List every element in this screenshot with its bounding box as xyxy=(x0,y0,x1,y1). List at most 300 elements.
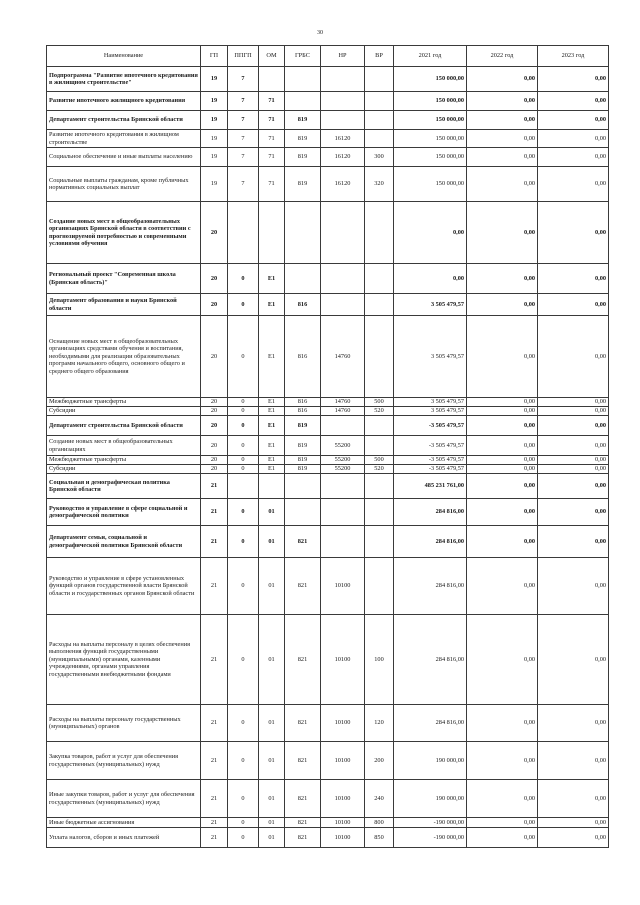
cell-name: Департамент семьи, социальной и демографической политики Брянской области xyxy=(47,526,201,558)
cell-vr xyxy=(365,416,394,436)
cell-name: Департамент строительства Брянской области xyxy=(47,111,201,130)
cell-om: E1 xyxy=(259,407,285,416)
cell-gp: 21 xyxy=(201,558,228,615)
cell-grbs: 819 xyxy=(285,465,321,474)
cell-2021: -190 000,00 xyxy=(394,818,467,828)
table-row xyxy=(47,499,609,526)
cell-grbs xyxy=(285,67,321,92)
cell-2021: 284 816,00 xyxy=(394,499,467,526)
cell-2023: 0,00 xyxy=(538,780,609,818)
table-header-row xyxy=(47,46,609,67)
table-row xyxy=(47,264,609,294)
table-row xyxy=(47,416,609,436)
cell-nr xyxy=(321,111,365,130)
cell-om: 01 xyxy=(259,526,285,558)
cell-nr: 16120 xyxy=(321,130,365,148)
cell-2022: 0,00 xyxy=(467,202,538,264)
cell-nr xyxy=(321,294,365,316)
cell-2022: 0,00 xyxy=(467,316,538,398)
cell-2021: 3 505 479,57 xyxy=(394,316,467,398)
cell-vr xyxy=(365,67,394,92)
header-grbs: ГРБС xyxy=(285,46,321,67)
cell-ppgp: 7 xyxy=(228,167,259,202)
cell-gp: 19 xyxy=(201,67,228,92)
cell-vr: 500 xyxy=(365,398,394,407)
cell-name: Субсидии xyxy=(47,407,201,416)
cell-grbs: 816 xyxy=(285,407,321,416)
cell-ppgp: 0 xyxy=(228,456,259,465)
cell-ppgp: 7 xyxy=(228,111,259,130)
cell-grbs: 821 xyxy=(285,558,321,615)
cell-2023: 0,00 xyxy=(538,818,609,828)
cell-2021: -3 505 479,57 xyxy=(394,465,467,474)
cell-name: Уплата налогов, сборов и иных платежей xyxy=(47,828,201,848)
cell-ppgp: 0 xyxy=(228,436,259,456)
cell-ppgp: 7 xyxy=(228,130,259,148)
cell-gp: 19 xyxy=(201,130,228,148)
cell-2022: 0,00 xyxy=(467,465,538,474)
cell-om: 01 xyxy=(259,615,285,705)
table-row xyxy=(47,558,609,615)
cell-om: 01 xyxy=(259,818,285,828)
table-row xyxy=(47,294,609,316)
cell-2022: 0,00 xyxy=(467,398,538,407)
cell-vr xyxy=(365,130,394,148)
cell-ppgp: 0 xyxy=(228,416,259,436)
table-row xyxy=(47,828,609,848)
cell-grbs: 821 xyxy=(285,705,321,742)
cell-name: Иные закупки товаров, работ и услуг для обеспечения государственных (муниципальных) нужд xyxy=(47,780,201,818)
table-row xyxy=(47,705,609,742)
header-ppgp: ППГП xyxy=(228,46,259,67)
cell-vr: 520 xyxy=(365,465,394,474)
cell-2023: 0,00 xyxy=(538,202,609,264)
cell-grbs: 816 xyxy=(285,398,321,407)
cell-2022: 0,00 xyxy=(467,742,538,780)
cell-2022: 0,00 xyxy=(467,780,538,818)
cell-ppgp: 0 xyxy=(228,615,259,705)
cell-name: Развитие ипотечного кредитования в жилищном строительстве xyxy=(47,130,201,148)
cell-om: 01 xyxy=(259,705,285,742)
cell-2022: 0,00 xyxy=(467,474,538,499)
table-row xyxy=(47,398,609,407)
cell-vr: 120 xyxy=(365,705,394,742)
cell-2022: 0,00 xyxy=(467,130,538,148)
cell-vr: 320 xyxy=(365,167,394,202)
cell-2021: 284 816,00 xyxy=(394,615,467,705)
cell-nr xyxy=(321,92,365,111)
cell-gp: 21 xyxy=(201,828,228,848)
cell-grbs: 819 xyxy=(285,167,321,202)
cell-gp: 20 xyxy=(201,436,228,456)
cell-2023: 0,00 xyxy=(538,294,609,316)
cell-nr: 10100 xyxy=(321,705,365,742)
table-row xyxy=(47,316,609,398)
cell-om: 01 xyxy=(259,742,285,780)
cell-2023: 0,00 xyxy=(538,742,609,780)
cell-2022: 0,00 xyxy=(467,456,538,465)
cell-2022: 0,00 xyxy=(467,92,538,111)
cell-om: 71 xyxy=(259,148,285,167)
cell-ppgp: 0 xyxy=(228,558,259,615)
cell-nr xyxy=(321,526,365,558)
cell-om: 71 xyxy=(259,167,285,202)
table-row xyxy=(47,526,609,558)
cell-2023: 0,00 xyxy=(538,705,609,742)
cell-2021: -3 505 479,57 xyxy=(394,436,467,456)
cell-2022: 0,00 xyxy=(467,294,538,316)
table-row xyxy=(47,615,609,705)
header-2023: 2023 год xyxy=(538,46,609,67)
cell-om: E1 xyxy=(259,316,285,398)
table-row xyxy=(47,167,609,202)
cell-nr: 55200 xyxy=(321,436,365,456)
cell-name: Межбюджетные трансферты xyxy=(47,398,201,407)
cell-grbs xyxy=(285,474,321,499)
table-row xyxy=(47,474,609,499)
cell-ppgp: 0 xyxy=(228,780,259,818)
cell-2023: 0,00 xyxy=(538,828,609,848)
cell-gp: 19 xyxy=(201,167,228,202)
cell-2022: 0,00 xyxy=(467,148,538,167)
cell-2021: 150 000,00 xyxy=(394,148,467,167)
cell-2022: 0,00 xyxy=(467,407,538,416)
cell-vr xyxy=(365,316,394,398)
cell-grbs: 819 xyxy=(285,436,321,456)
cell-ppgp xyxy=(228,474,259,499)
cell-2023: 0,00 xyxy=(538,92,609,111)
cell-ppgp: 0 xyxy=(228,316,259,398)
cell-name: Создание новых мест в общеобразовательных организациях Брянской области в соответствии с прогнозируемой потребностью и современными условиями обучения xyxy=(47,202,201,264)
table-row xyxy=(47,818,609,828)
cell-nr: 55200 xyxy=(321,465,365,474)
cell-om: E1 xyxy=(259,456,285,465)
cell-nr xyxy=(321,474,365,499)
cell-2023: 0,00 xyxy=(538,130,609,148)
cell-gp: 20 xyxy=(201,407,228,416)
cell-2023: 0,00 xyxy=(538,474,609,499)
cell-grbs: 819 xyxy=(285,416,321,436)
cell-om: E1 xyxy=(259,264,285,294)
cell-2023: 0,00 xyxy=(538,316,609,398)
cell-grbs: 816 xyxy=(285,294,321,316)
cell-gp: 21 xyxy=(201,818,228,828)
cell-vr xyxy=(365,92,394,111)
cell-name: Расходы на выплаты персоналу в целях обеспечения выполнения функций государственными (муниципальными) органами, казенными учреждениями, органами управления государственными внебюджетными фондами xyxy=(47,615,201,705)
cell-2021: 0,00 xyxy=(394,264,467,294)
cell-nr: 10100 xyxy=(321,780,365,818)
cell-vr: 240 xyxy=(365,780,394,818)
cell-gp: 20 xyxy=(201,264,228,294)
cell-2022: 0,00 xyxy=(467,416,538,436)
cell-ppgp: 7 xyxy=(228,92,259,111)
cell-om: 71 xyxy=(259,111,285,130)
cell-nr: 10100 xyxy=(321,828,365,848)
cell-grbs xyxy=(285,264,321,294)
cell-ppgp: 0 xyxy=(228,465,259,474)
cell-om: E1 xyxy=(259,398,285,407)
cell-2022: 0,00 xyxy=(467,67,538,92)
cell-name: Иные бюджетные ассигнования xyxy=(47,818,201,828)
cell-vr xyxy=(365,526,394,558)
cell-om: 71 xyxy=(259,92,285,111)
cell-name: Развитие ипотечного жилищного кредитования xyxy=(47,92,201,111)
cell-2021: 3 505 479,57 xyxy=(394,398,467,407)
cell-name: Субсидии xyxy=(47,465,201,474)
cell-vr: 500 xyxy=(365,456,394,465)
cell-2023: 0,00 xyxy=(538,465,609,474)
cell-grbs: 821 xyxy=(285,526,321,558)
cell-nr: 14760 xyxy=(321,316,365,398)
cell-2021: 3 505 479,57 xyxy=(394,294,467,316)
cell-om: E1 xyxy=(259,436,285,456)
cell-gp: 21 xyxy=(201,526,228,558)
cell-grbs: 819 xyxy=(285,111,321,130)
cell-ppgp: 7 xyxy=(228,148,259,167)
cell-om: 01 xyxy=(259,558,285,615)
cell-ppgp: 0 xyxy=(228,294,259,316)
cell-2021: 284 816,00 xyxy=(394,705,467,742)
table-body xyxy=(47,67,609,848)
cell-2021: 284 816,00 xyxy=(394,558,467,615)
table-row xyxy=(47,67,609,92)
table-row xyxy=(47,465,609,474)
cell-gp: 19 xyxy=(201,92,228,111)
cell-grbs xyxy=(285,499,321,526)
cell-grbs: 821 xyxy=(285,818,321,828)
table-row xyxy=(47,130,609,148)
cell-vr: 300 xyxy=(365,148,394,167)
cell-vr xyxy=(365,499,394,526)
cell-grbs: 816 xyxy=(285,316,321,398)
cell-grbs: 819 xyxy=(285,456,321,465)
cell-2021: 190 000,00 xyxy=(394,742,467,780)
cell-name: Подпрограмма "Развитие ипотечного кредитования в жилищном строительстве" xyxy=(47,67,201,92)
cell-name: Создание новых мест в общеобразовательных организациях xyxy=(47,436,201,456)
cell-name: Социальная и демографическая политика Брянской области xyxy=(47,474,201,499)
budget-table xyxy=(46,45,609,848)
cell-name: Социальные выплаты гражданам, кроме публичных нормативных социальных выплат xyxy=(47,167,201,202)
cell-ppgp xyxy=(228,202,259,264)
table-row xyxy=(47,148,609,167)
cell-2023: 0,00 xyxy=(538,67,609,92)
cell-2023: 0,00 xyxy=(538,615,609,705)
cell-gp: 20 xyxy=(201,202,228,264)
cell-name: Закупка товаров, работ и услуг для обеспечения государственных (муниципальных) нужд xyxy=(47,742,201,780)
cell-vr xyxy=(365,474,394,499)
cell-gp: 20 xyxy=(201,294,228,316)
cell-grbs: 821 xyxy=(285,742,321,780)
cell-om xyxy=(259,67,285,92)
page-number: 30 xyxy=(317,30,323,36)
cell-name: Руководство и управление в сфере социальной и демографической политики xyxy=(47,499,201,526)
header-2022: 2022 год xyxy=(467,46,538,67)
cell-nr xyxy=(321,499,365,526)
table-row xyxy=(47,780,609,818)
cell-ppgp: 0 xyxy=(228,398,259,407)
cell-2021: 0,00 xyxy=(394,202,467,264)
cell-nr: 10100 xyxy=(321,818,365,828)
cell-2021: 150 000,00 xyxy=(394,111,467,130)
cell-nr xyxy=(321,264,365,294)
cell-vr xyxy=(365,111,394,130)
cell-gp: 19 xyxy=(201,111,228,130)
cell-nr: 10100 xyxy=(321,742,365,780)
cell-2023: 0,00 xyxy=(538,558,609,615)
cell-2021: 190 000,00 xyxy=(394,780,467,818)
table-row xyxy=(47,407,609,416)
cell-nr xyxy=(321,67,365,92)
cell-2022: 0,00 xyxy=(467,705,538,742)
cell-2023: 0,00 xyxy=(538,416,609,436)
cell-grbs: 819 xyxy=(285,130,321,148)
cell-gp: 20 xyxy=(201,465,228,474)
cell-2021: -3 505 479,57 xyxy=(394,456,467,465)
cell-ppgp: 7 xyxy=(228,67,259,92)
cell-name: Департамент строительства Брянской области xyxy=(47,416,201,436)
cell-grbs xyxy=(285,202,321,264)
cell-2022: 0,00 xyxy=(467,818,538,828)
cell-2022: 0,00 xyxy=(467,436,538,456)
cell-grbs: 821 xyxy=(285,615,321,705)
cell-ppgp: 0 xyxy=(228,264,259,294)
cell-name: Расходы на выплаты персоналу государственных (муниципальных) органов xyxy=(47,705,201,742)
cell-ppgp: 0 xyxy=(228,526,259,558)
cell-2022: 0,00 xyxy=(467,499,538,526)
table-row xyxy=(47,202,609,264)
cell-gp: 20 xyxy=(201,316,228,398)
cell-name: Региональный проект "Современная школа (Брянская область)" xyxy=(47,264,201,294)
cell-2023: 0,00 xyxy=(538,526,609,558)
cell-gp: 20 xyxy=(201,416,228,436)
cell-om: 01 xyxy=(259,499,285,526)
cell-gp: 21 xyxy=(201,742,228,780)
cell-gp: 21 xyxy=(201,499,228,526)
cell-2021: 150 000,00 xyxy=(394,67,467,92)
cell-grbs: 821 xyxy=(285,828,321,848)
cell-vr: 800 xyxy=(365,818,394,828)
cell-grbs xyxy=(285,92,321,111)
cell-nr xyxy=(321,202,365,264)
cell-2023: 0,00 xyxy=(538,436,609,456)
cell-name: Департамент образования и науки Брянской области xyxy=(47,294,201,316)
cell-2023: 0,00 xyxy=(538,456,609,465)
cell-ppgp: 0 xyxy=(228,742,259,780)
cell-2023: 0,00 xyxy=(538,111,609,130)
cell-2023: 0,00 xyxy=(538,148,609,167)
cell-gp: 21 xyxy=(201,705,228,742)
header-om: ОМ xyxy=(259,46,285,67)
cell-nr: 10100 xyxy=(321,558,365,615)
cell-2021: 485 231 761,00 xyxy=(394,474,467,499)
cell-vr xyxy=(365,436,394,456)
cell-nr: 14760 xyxy=(321,398,365,407)
cell-2022: 0,00 xyxy=(467,828,538,848)
cell-nr xyxy=(321,416,365,436)
cell-nr: 55200 xyxy=(321,456,365,465)
cell-2022: 0,00 xyxy=(467,167,538,202)
cell-nr: 16120 xyxy=(321,148,365,167)
cell-2023: 0,00 xyxy=(538,499,609,526)
cell-ppgp: 0 xyxy=(228,818,259,828)
header-vr: ВР xyxy=(365,46,394,67)
cell-name: Социальное обеспечение и иные выплаты населению xyxy=(47,148,201,167)
table-row xyxy=(47,111,609,130)
cell-2022: 0,00 xyxy=(467,111,538,130)
cell-om xyxy=(259,474,285,499)
cell-2022: 0,00 xyxy=(467,264,538,294)
cell-name: Межбюджетные трансферты xyxy=(47,456,201,465)
cell-nr: 16120 xyxy=(321,167,365,202)
cell-nr: 10100 xyxy=(321,615,365,705)
cell-vr xyxy=(365,294,394,316)
header-gp: ГП xyxy=(201,46,228,67)
cell-2021: 150 000,00 xyxy=(394,130,467,148)
header-nr: НР xyxy=(321,46,365,67)
cell-gp: 20 xyxy=(201,398,228,407)
cell-gp: 21 xyxy=(201,474,228,499)
cell-om: 01 xyxy=(259,828,285,848)
header-2021: 2021 год xyxy=(394,46,467,67)
cell-om: E1 xyxy=(259,465,285,474)
cell-name: Оснащение новых мест в общеобразовательных организациях средствами обучения и воспитания, необходимыми для реализации образовательных программ начального общего, основного общего и среднего общего образования xyxy=(47,316,201,398)
cell-vr xyxy=(365,202,394,264)
cell-gp: 21 xyxy=(201,615,228,705)
cell-om: 01 xyxy=(259,780,285,818)
cell-grbs: 821 xyxy=(285,780,321,818)
cell-2021: 3 505 479,57 xyxy=(394,407,467,416)
cell-2022: 0,00 xyxy=(467,615,538,705)
cell-name: Руководство и управление в сфере установленных функций органов государственной власти Брянской области и государственных органов Брянской области xyxy=(47,558,201,615)
table-row xyxy=(47,742,609,780)
cell-grbs: 819 xyxy=(285,148,321,167)
table-row xyxy=(47,436,609,456)
cell-nr: 14760 xyxy=(321,407,365,416)
cell-om: E1 xyxy=(259,416,285,436)
cell-ppgp: 0 xyxy=(228,705,259,742)
header-name: Наименование xyxy=(47,46,201,67)
cell-ppgp: 0 xyxy=(228,499,259,526)
table-row xyxy=(47,92,609,111)
cell-2022: 0,00 xyxy=(467,558,538,615)
cell-vr: 520 xyxy=(365,407,394,416)
cell-2021: -190 000,00 xyxy=(394,828,467,848)
cell-2023: 0,00 xyxy=(538,398,609,407)
cell-2022: 0,00 xyxy=(467,526,538,558)
cell-2021: 150 000,00 xyxy=(394,92,467,111)
cell-ppgp: 0 xyxy=(228,828,259,848)
cell-vr: 200 xyxy=(365,742,394,780)
cell-gp: 19 xyxy=(201,148,228,167)
cell-gp: 20 xyxy=(201,456,228,465)
cell-2021: -3 505 479,57 xyxy=(394,416,467,436)
cell-2021: 150 000,00 xyxy=(394,167,467,202)
cell-2023: 0,00 xyxy=(538,264,609,294)
cell-ppgp: 0 xyxy=(228,407,259,416)
cell-vr xyxy=(365,558,394,615)
cell-om: E1 xyxy=(259,294,285,316)
table-row xyxy=(47,456,609,465)
cell-2021: 284 816,00 xyxy=(394,526,467,558)
cell-2023: 0,00 xyxy=(538,167,609,202)
cell-vr xyxy=(365,264,394,294)
cell-om xyxy=(259,202,285,264)
cell-om: 71 xyxy=(259,130,285,148)
cell-gp: 21 xyxy=(201,780,228,818)
cell-2023: 0,00 xyxy=(538,407,609,416)
cell-vr: 100 xyxy=(365,615,394,705)
cell-vr: 850 xyxy=(365,828,394,848)
